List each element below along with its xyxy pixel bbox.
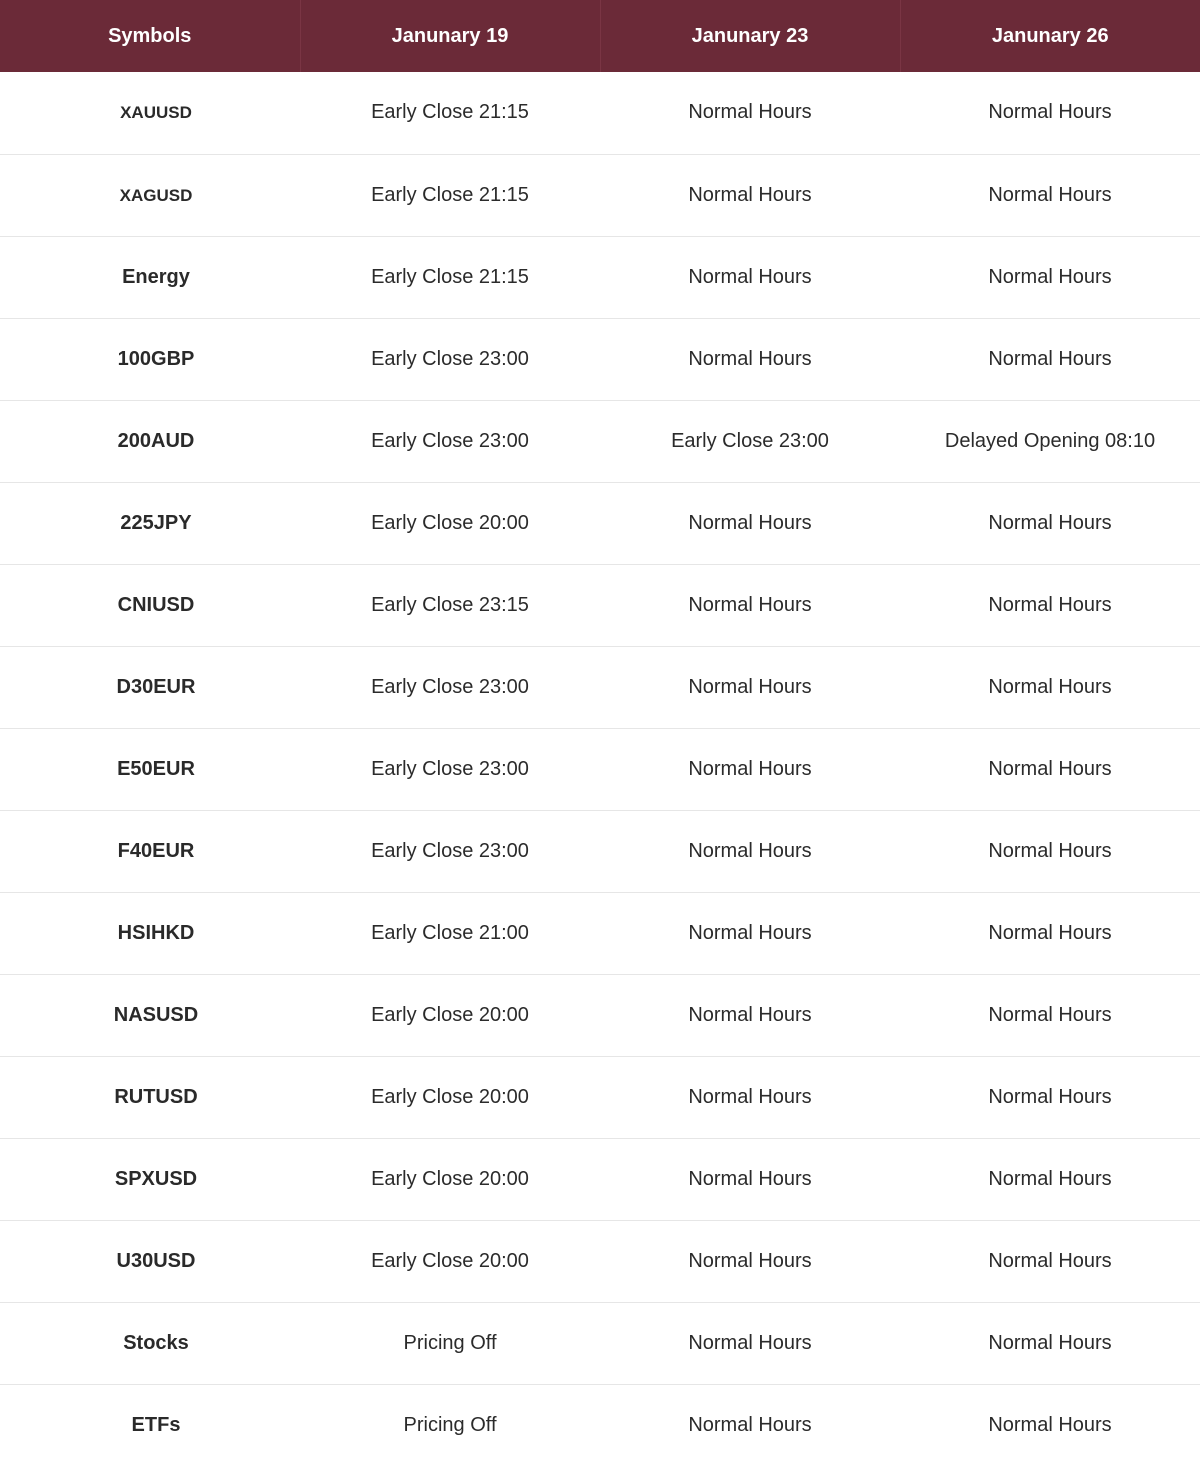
symbol-cell (0, 318, 300, 400)
date-2-cell: Normal Hours (688, 1413, 812, 1436)
symbol-label: F40EUR (117, 839, 195, 862)
date-1-cell: Early Close 20:00 (371, 1249, 529, 1272)
symbol-cell (0, 236, 300, 318)
table-row (0, 974, 1200, 1056)
date-2-cell: Normal Hours (688, 183, 812, 206)
symbol-label: 200AUD (117, 429, 195, 452)
symbol-cell (0, 564, 300, 646)
date-2-cell: Normal Hours (688, 511, 812, 534)
header-date-1: Janunary 19 (300, 0, 600, 72)
symbol-label: Stocks (123, 1331, 189, 1354)
date-1-cell: Pricing Off (403, 1413, 497, 1436)
date-3-cell: Normal Hours (988, 1085, 1112, 1108)
date-1-cell: Early Close 21:15 (371, 183, 529, 206)
table-row (0, 646, 1200, 728)
date-3-cell: Normal Hours (988, 1003, 1112, 1026)
date-1-cell: Pricing Off (403, 1331, 497, 1354)
date-3-cell: Normal Hours (988, 1167, 1112, 1190)
table-row (0, 318, 1200, 400)
symbol-cell (0, 810, 300, 892)
date-1-cell: Early Close 21:15 (371, 265, 529, 288)
symbol-cell (0, 1220, 300, 1302)
date-1-cell: Early Close 20:00 (371, 1085, 529, 1108)
date-3-cell: Normal Hours (988, 593, 1112, 616)
table-row (0, 236, 1200, 318)
date-3-cell: Normal Hours (988, 1249, 1112, 1272)
date-2-cell: Normal Hours (688, 347, 812, 370)
date-2-cell: Normal Hours (688, 757, 812, 780)
date-1-cell: Early Close 23:00 (371, 429, 529, 452)
symbol-label: XAGUSD (119, 185, 193, 205)
date-2-cell: Normal Hours (688, 1003, 812, 1026)
date-1-cell: Early Close 23:00 (371, 347, 529, 370)
date-3-cell: Normal Hours (988, 921, 1112, 944)
date-3-cell: Normal Hours (988, 1413, 1112, 1436)
symbol-cell (0, 646, 300, 728)
symbol-cell (0, 154, 300, 236)
date-1-cell: Early Close 20:00 (371, 1167, 529, 1190)
date-3-cell: Normal Hours (988, 183, 1112, 206)
symbol-label: RUTUSD (114, 1085, 198, 1108)
date-2-cell: Normal Hours (688, 1167, 812, 1190)
table-row (0, 482, 1200, 564)
date-2-cell: Normal Hours (688, 675, 812, 698)
symbol-cell (0, 974, 300, 1056)
date-2-cell: Normal Hours (688, 101, 812, 124)
table-row (0, 1302, 1200, 1384)
date-3-cell: Normal Hours (988, 101, 1112, 124)
date-3-cell: Normal Hours (988, 757, 1112, 780)
symbol-cell (0, 1056, 300, 1138)
date-2-cell: Early Close 23:00 (671, 429, 829, 452)
symbol-cell (0, 728, 300, 810)
date-1-cell: Early Close 23:00 (371, 839, 529, 862)
symbol-label: E50EUR (117, 757, 195, 780)
date-2-cell: Normal Hours (688, 1085, 812, 1108)
date-3-cell: Normal Hours (988, 511, 1112, 534)
symbol-label: 100GBP (117, 347, 195, 370)
symbol-cell (0, 72, 300, 154)
symbol-label: XAUUSD (120, 103, 192, 123)
table-row (0, 72, 1200, 154)
symbol-label: CNIUSD (117, 593, 195, 616)
date-3-cell: Normal Hours (988, 265, 1112, 288)
symbol-label: U30USD (116, 1249, 196, 1272)
symbol-cell (0, 1302, 300, 1384)
symbol-label: D30EUR (116, 675, 196, 698)
symbol-cell (0, 1138, 300, 1220)
table-row (0, 154, 1200, 236)
symbol-label: NASUSD (113, 1003, 199, 1026)
table-row (0, 1220, 1200, 1302)
table-header-row (0, 0, 1200, 72)
table-row (0, 1138, 1200, 1220)
date-3-cell: Normal Hours (988, 839, 1112, 862)
symbol-label: HSIHKD (117, 921, 195, 944)
date-2-cell: Normal Hours (688, 1331, 812, 1354)
date-3-cell: Normal Hours (988, 347, 1112, 370)
symbol-label: SPXUSD (114, 1167, 198, 1190)
date-1-cell: Early Close 20:00 (371, 511, 529, 534)
header-date-2: Janunary 23 (600, 0, 900, 72)
date-2-cell: Normal Hours (688, 921, 812, 944)
table-row (0, 810, 1200, 892)
date-1-cell: Early Close 23:00 (371, 757, 529, 780)
symbol-cell (0, 892, 300, 974)
date-1-cell: Early Close 23:15 (371, 593, 529, 616)
date-2-cell: Normal Hours (688, 593, 812, 616)
table-row (0, 892, 1200, 974)
table-row (0, 564, 1200, 646)
table-row (0, 728, 1200, 810)
header-date-3: Janunary 26 (991, 24, 1109, 47)
symbol-cell (0, 1384, 300, 1466)
date-2-cell: Normal Hours (688, 265, 812, 288)
date-1-cell: Early Close 23:00 (371, 675, 529, 698)
symbol-cell (0, 400, 300, 482)
date-1-cell: Early Close 20:00 (371, 1003, 529, 1026)
date-2-cell: Normal Hours (688, 839, 812, 862)
date-2-cell: Normal Hours (688, 1249, 812, 1272)
date-3-cell: Normal Hours (988, 1331, 1112, 1354)
header-symbols: Symbols (0, 0, 300, 72)
symbol-cell (0, 482, 300, 564)
symbol-label: ETFs (131, 1413, 181, 1436)
symbol-label: 225JPY (120, 511, 192, 534)
date-1-cell: Early Close 21:15 (371, 101, 529, 124)
date-1-cell: Early Close 21:00 (371, 921, 529, 944)
table-row (0, 1384, 1200, 1466)
symbol-label: Energy (122, 265, 190, 288)
table-row (0, 400, 1200, 482)
date-3-cell: Delayed Opening 08:10 (944, 429, 1156, 452)
date-3-cell: Normal Hours (988, 675, 1112, 698)
table-row (0, 1056, 1200, 1138)
